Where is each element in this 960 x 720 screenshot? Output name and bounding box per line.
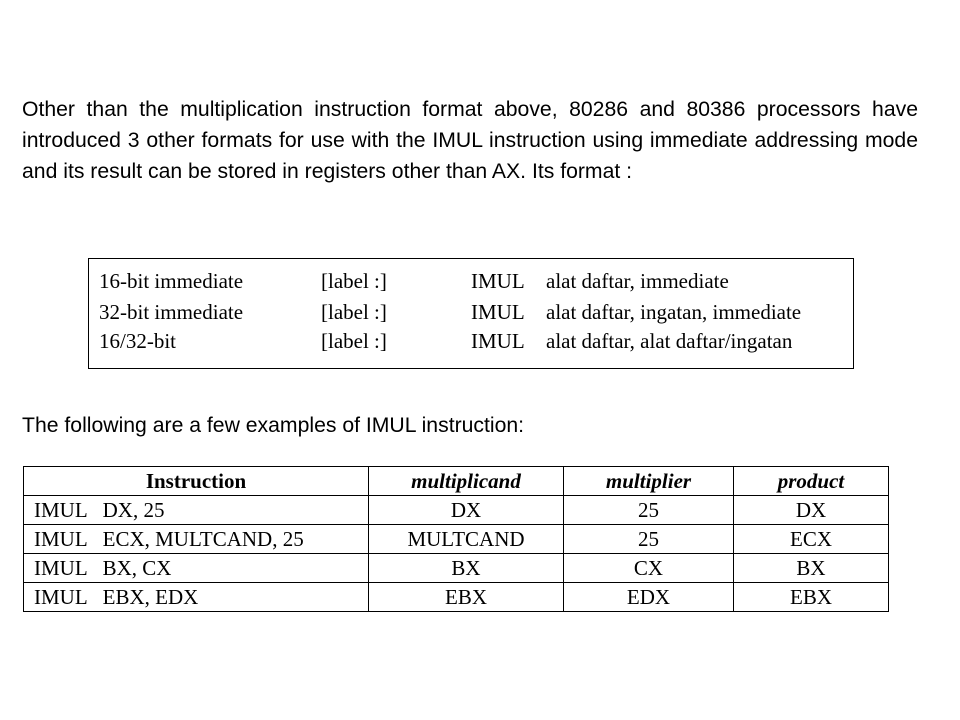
cell-multiplicand: DX: [369, 496, 564, 525]
cell-product: EBX: [734, 583, 889, 612]
cell-multiplicand: BX: [369, 554, 564, 583]
cell-multiplier: 25: [564, 525, 734, 554]
cell-multiplier: 25: [564, 496, 734, 525]
examples-table: [23, 466, 889, 612]
header-product: product: [734, 467, 889, 496]
table-row: [24, 583, 889, 612]
cell-product: ECX: [734, 525, 889, 554]
table-row: [24, 525, 889, 554]
cell-instruction: IMUL EBX, EDX: [24, 583, 369, 612]
format-type: 16-bit immediate: [99, 269, 244, 293]
table-header-row: [24, 467, 889, 496]
cell-product: DX: [734, 496, 889, 525]
header-multiplicand: multiplicand: [369, 467, 564, 496]
cell-multiplicand: EBX: [369, 583, 564, 612]
cell-instruction: IMUL BX, CX: [24, 554, 369, 583]
cell-instruction: IMUL DX, 25: [24, 496, 369, 525]
format-label: [label :]: [321, 269, 387, 293]
format-operands: alat daftar, alat daftar/ingatan: [546, 329, 793, 353]
examples-heading: The following are a few examples of IMUL instruction:: [22, 414, 525, 437]
table-row: [24, 554, 889, 583]
cell-multiplier: CX: [564, 554, 734, 583]
format-mnemonic: IMUL: [471, 329, 525, 353]
cell-multiplicand: MULTCAND: [369, 525, 564, 554]
format-label: [label :]: [321, 300, 387, 324]
format-type: 32-bit immediate: [99, 300, 244, 324]
format-label: [label :]: [321, 329, 387, 353]
format-box: [88, 258, 854, 369]
table-row: [24, 496, 889, 525]
format-mnemonic: IMUL: [471, 300, 525, 324]
format-operands: alat daftar, immediate: [546, 269, 729, 293]
header-instruction: Instruction: [24, 467, 369, 496]
format-mnemonic: IMUL: [471, 269, 525, 293]
cell-product: BX: [734, 554, 889, 583]
intro-paragraph: Other than the multiplication instruction format above, 80286 and 80386 processors have introduced 3 other formats for use with the IMUL instruction using immediate addressing mode and its result can be stored in registers other than AX. Its format :: [22, 98, 918, 183]
format-type: 16/32-bit: [99, 329, 176, 353]
header-multiplier: multiplier: [564, 467, 734, 496]
format-operands: alat daftar, ingatan, immediate: [546, 300, 802, 324]
cell-instruction: IMUL ECX, MULTCAND, 25: [24, 525, 369, 554]
cell-multiplier: EDX: [564, 583, 734, 612]
